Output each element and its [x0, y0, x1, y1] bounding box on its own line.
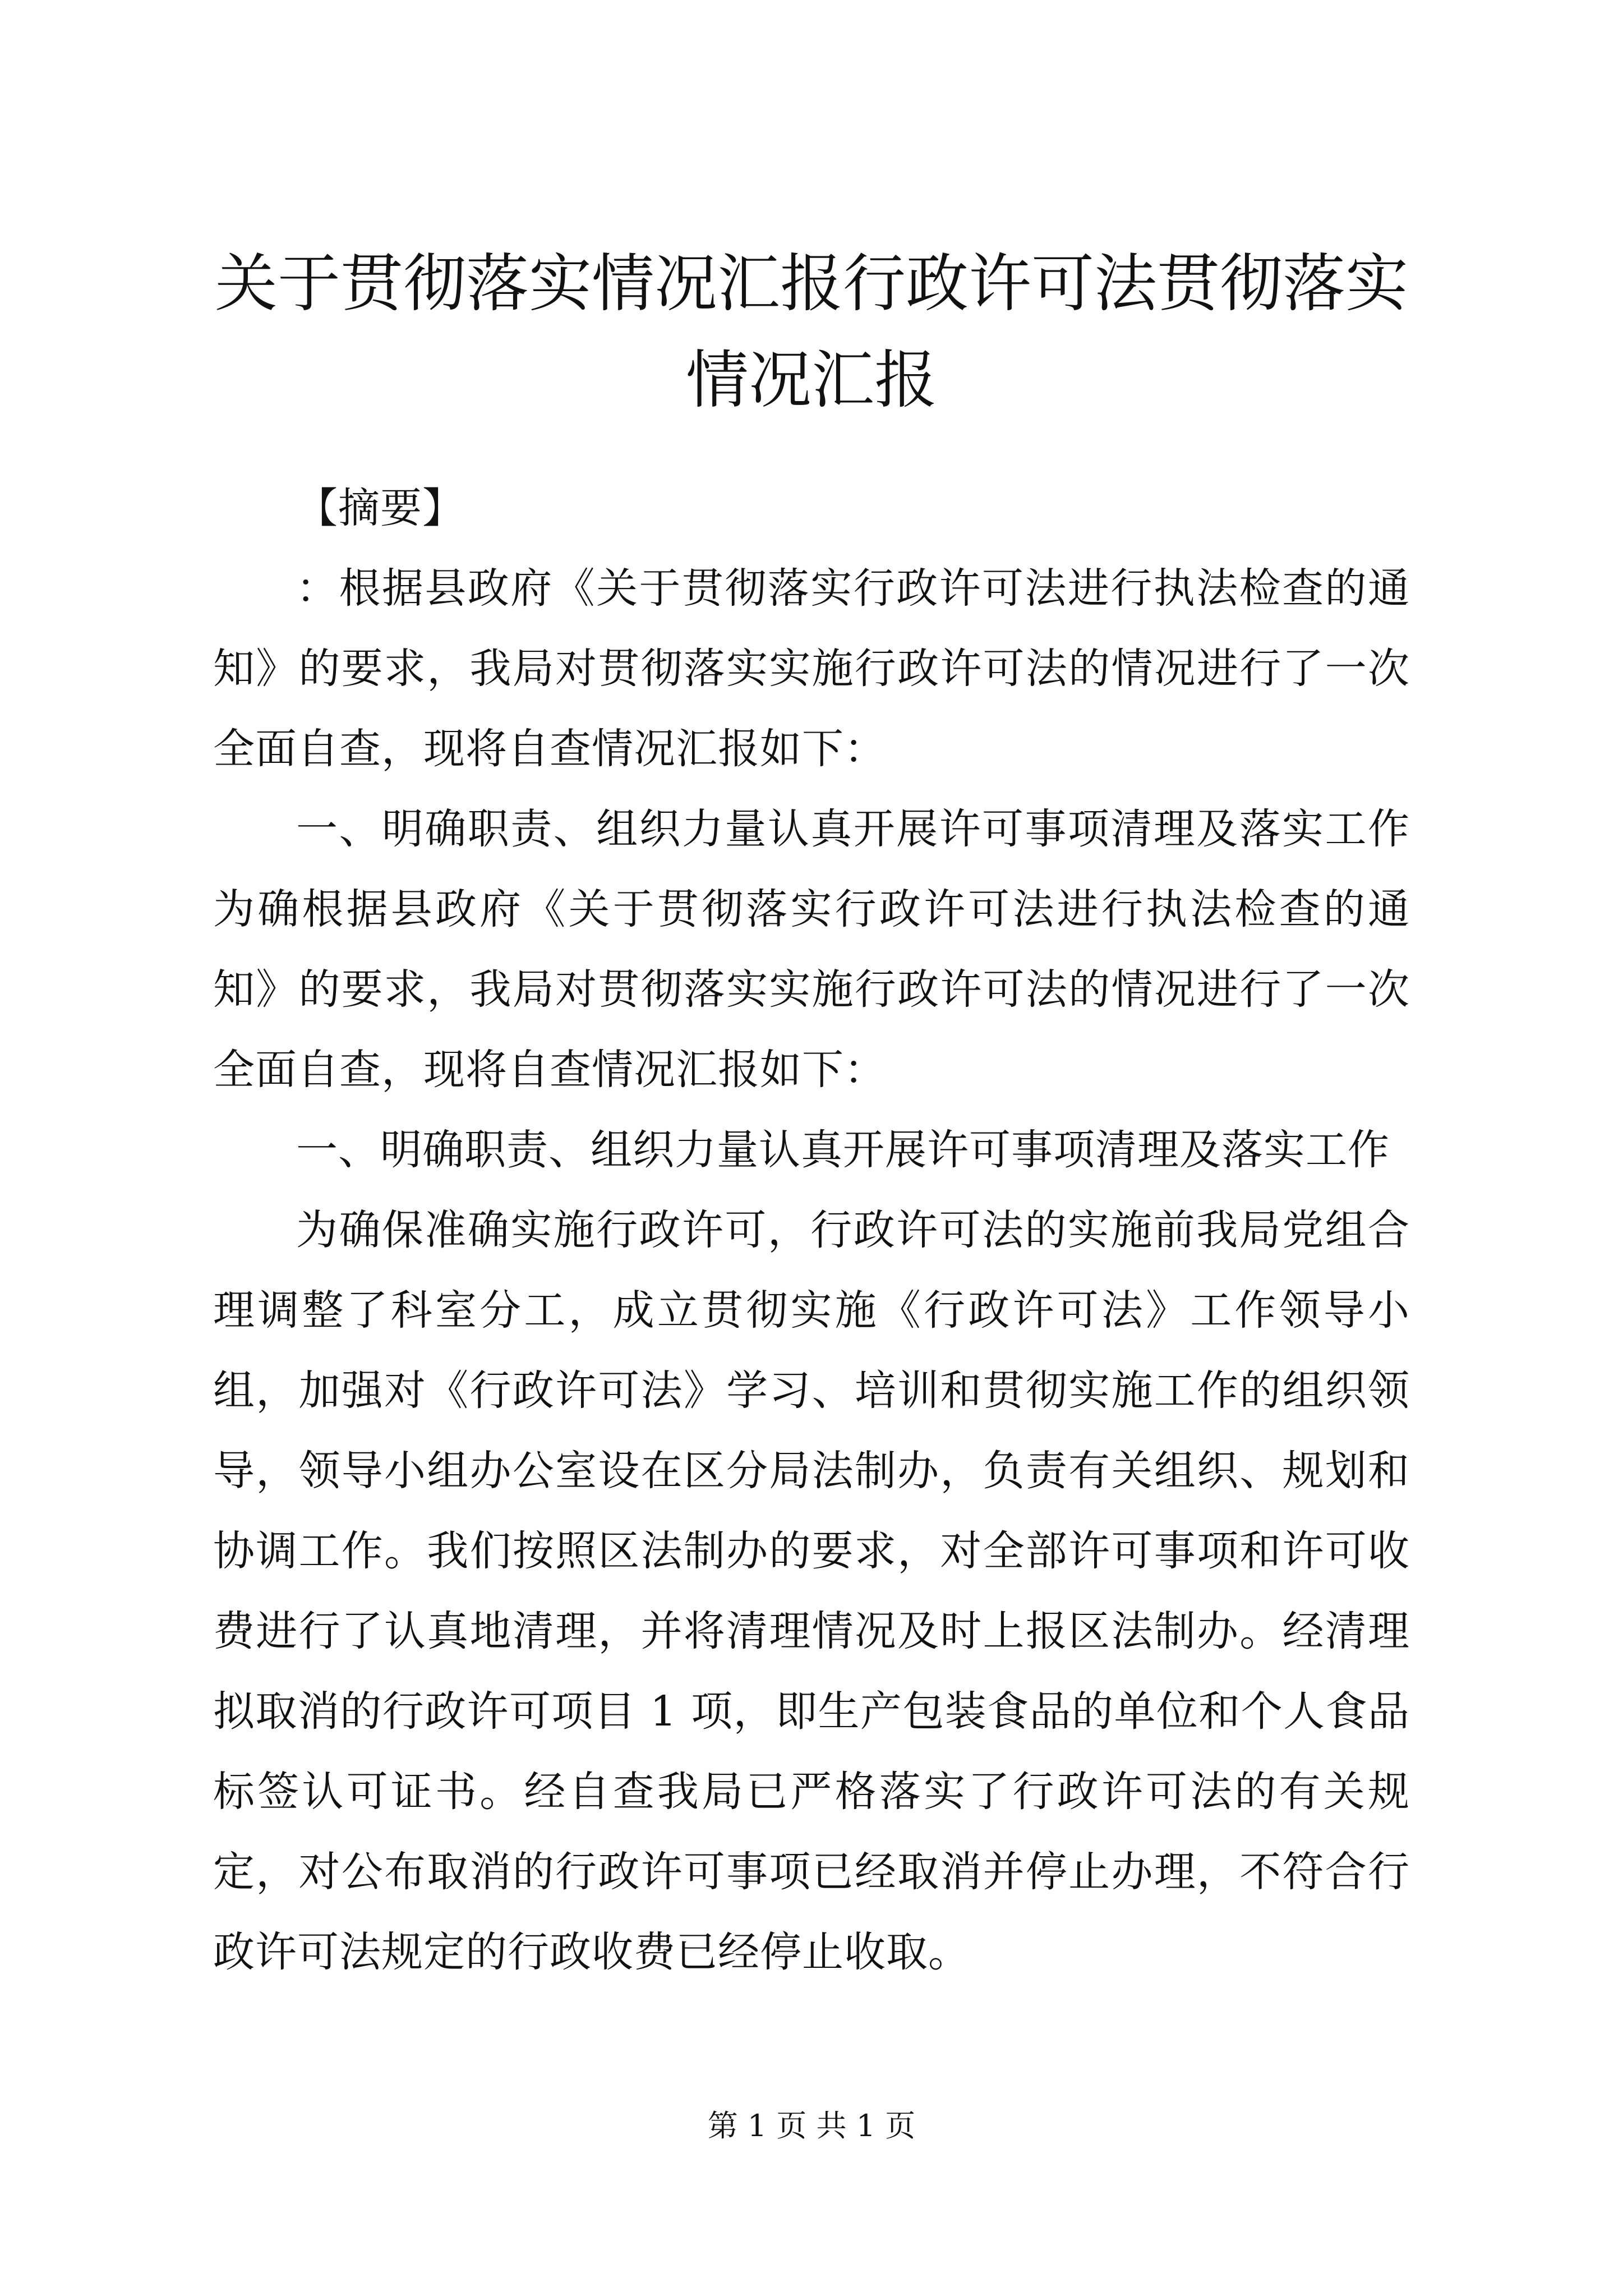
paragraph-intro: ：根据县政府《关于贯彻落实行政许可法进行执法检查的通知》的要求，我局对贯彻落实实施行政许可法的情况进行了一次全面自查，现将自查情况汇报如下： [213, 564, 1410, 773]
abstract-heading: 【摘要】 [296, 484, 464, 532]
page-footer: 第 1 页 共 1 页 [707, 2108, 916, 2143]
paragraph-section-1-body: 为确保准确实施行政许可，行政许可法的实施前我局党组合理调整了科室分工，成立贯彻实施《行政许可法》工作领导小组，加强对《行政许可法》学习、培训和贯彻实施工作的组织领导，领导小组办公室设在区分局法制办，负责有关组织、规划和协调工作。我们按照区法制办的要求，对全部许可事项和许可收费进行了认真地清理，并将清理情况及时上报区法制办。经清理拟取消的行政许可项目 1 项，即生产包装食品的单位和个人食品标签认可证书。经自查我局已严格落实了行政许可法的有关规定，对公布取消的行政许可事项已经取消并停止办理，不符合行政许可法规定的行政收费已经停止收取。 [213, 1206, 1410, 1976]
paragraph-section-1-duplicate: 一、明确职责、组织力量认真开展许可事项清理及落实工作为确根据县政府《关于贯彻落实行政许可法进行执法检查的通知》的要求，我局对贯彻落实实施行政许可法的情况进行了一次全面自查，现将自查情况汇报如下： [213, 805, 1410, 1094]
document-title: 关于贯彻落实情况汇报行政许可法贯彻落实情况汇报 [215, 247, 1408, 417]
document-body [213, 468, 1410, 1993]
section-heading-1: 一、明确职责、组织力量认真开展许可事项清理及落实工作 [296, 1126, 1390, 1174]
